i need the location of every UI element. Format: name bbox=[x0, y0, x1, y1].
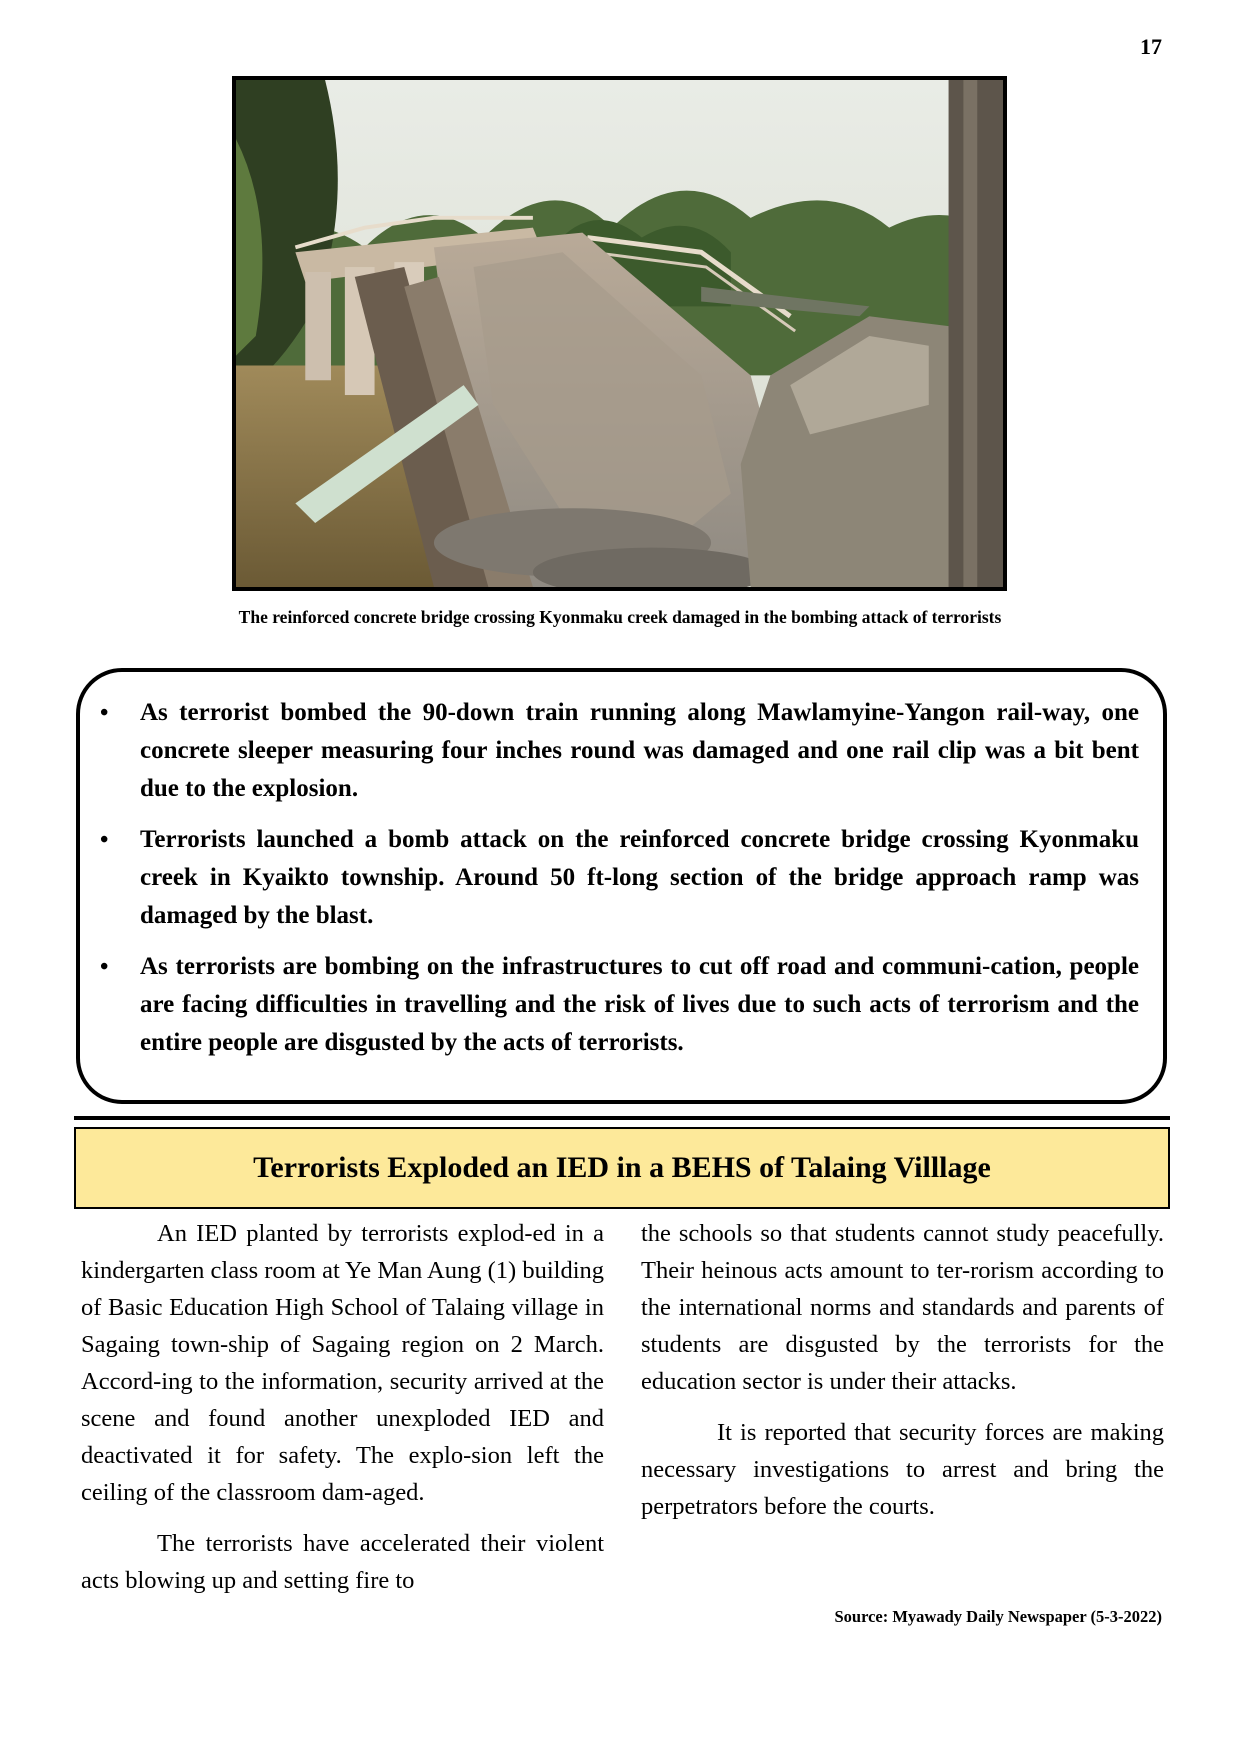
bridge-photo bbox=[232, 76, 1007, 591]
summary-point: • As terrorist bombed the 90-down train running along Mawlamyine-Yangon rail-way, one concrete sleeper measuring four inches round was damaged and one rail clip was a bit bent due to the explosion. bbox=[140, 694, 1139, 808]
summary-point: • Terrorists launched a bomb attack on the reinforced concrete bridge crossing Kyonmaku creek in Kyaikto township. Around 50 ft-long section of the bridge approach ramp was damaged by the blast. bbox=[140, 821, 1139, 935]
summary-list bbox=[140, 694, 1139, 1062]
article-paragraph: the schools so that students cannot study peacefully. Their heinous acts amount to ter-rorism according to the international norms and standards and parents of students are disgusted by the terrorists for the education sector is under their attacks. bbox=[641, 1220, 1164, 1395]
article-column-left bbox=[81, 1215, 604, 1613]
article-column-right bbox=[641, 1215, 1164, 1539]
article-paragraph: The terrorists have accelerated their violent acts blowing up and setting fire to bbox=[81, 1530, 604, 1594]
photo-caption: The reinforced concrete bridge crossing Kyonmaku creek damaged in the bombing attack of terrorists bbox=[238, 607, 1002, 627]
article-paragraph: It is reported that security forces are making necessary investigations to arrest and bring the perpetrators before the courts. bbox=[641, 1419, 1164, 1520]
section-divider bbox=[74, 1116, 1170, 1120]
summary-point: • As terrorists are bombing on the infrastructures to cut off road and communi-cation, people are facing difficulties in travelling and the risk of lives due to such acts of terrorism and the entire people are disgusted by the acts of terrorists. bbox=[140, 948, 1139, 1062]
page-number: 17 bbox=[1140, 34, 1162, 59]
article-headline: Terrorists Exploded an IED in a BEHS of Talaing Villlage bbox=[253, 1151, 991, 1184]
summary-box bbox=[76, 668, 1167, 1104]
bridge-photo-illustration bbox=[236, 80, 1003, 587]
article-paragraph: An IED planted by terrorists explod-ed in a kindergarten class room at Ye Man Aung (1) building of Basic Education High School of Talaing village in Sagaing town-ship of Sagaing region on 2 March. Accord-ing to the information, security arrived at the scene and found another unexploded IED and deactivated it for safety. The explo-sion left the ceiling of the classroom dam-aged. bbox=[81, 1220, 604, 1506]
source-credit: Source: Myawady Daily Newspaper (5-3-2022) bbox=[834, 1607, 1162, 1626]
article-headline-bar bbox=[74, 1127, 1170, 1209]
